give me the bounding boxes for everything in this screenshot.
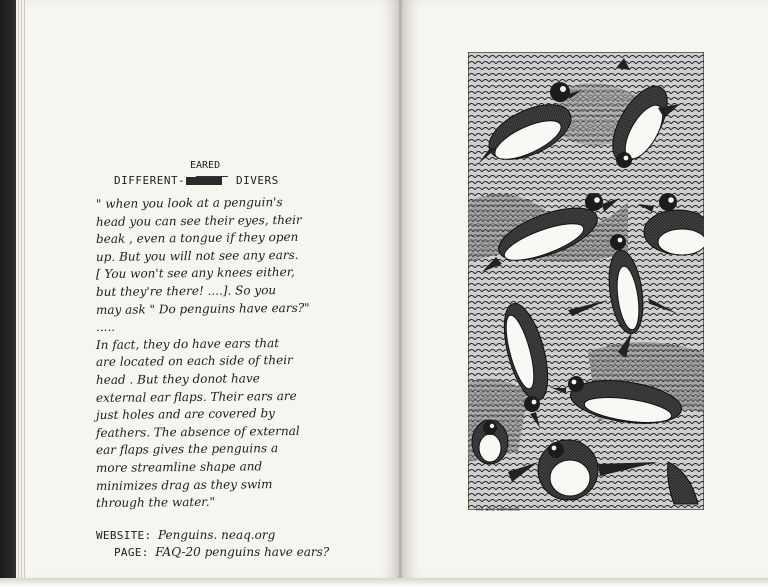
source-info (96, 527, 356, 561)
note-title (96, 160, 356, 196)
scratched-word (186, 177, 222, 185)
note-line: head you can see their eyes, their (95, 212, 302, 229)
note-line: beak , even a tongue if they open (95, 230, 299, 247)
note-body (96, 196, 356, 513)
page-value: FAQ-20 penguins have ears? (155, 544, 330, 559)
note-line: may ask " Do penguins have ears?" (95, 300, 310, 317)
note-line: minimizes drag as they swim (95, 476, 273, 493)
note-line: up. But you will not see any ears. (95, 247, 299, 264)
note-line: In fact, they do have ears that (95, 335, 280, 352)
page-label: PAGE: (114, 545, 149, 559)
insertion-caret (196, 170, 228, 177)
note-line: feathers. The absence of external (95, 423, 300, 440)
note-line: ..... (95, 319, 116, 335)
bottom-shadow (0, 578, 768, 587)
title-prefix: DIFFERENT- (114, 174, 223, 187)
note-line: just holes and are covered by (95, 406, 275, 423)
page-line (96, 544, 356, 561)
page-gutter (399, 0, 402, 580)
page-edges (16, 0, 26, 587)
title-insertion: EARED (190, 160, 221, 171)
note-line: ear flaps gives the penguins a (95, 441, 279, 458)
note-line: are located on each side of their (95, 353, 293, 370)
website-line (96, 527, 356, 544)
artist-signature: ink-and-elements (476, 507, 520, 513)
note-line: through the water." (95, 494, 216, 511)
note-line: more streamline shape and (95, 459, 263, 475)
note-line: [ You won't see any knees either, (95, 265, 296, 282)
note-line: " when you look at a penguin's (95, 195, 283, 211)
title-suffix: DIVERS (236, 174, 279, 187)
penguin-8 (472, 420, 508, 464)
penguin-illustration (468, 52, 704, 510)
website-value: Penguins. neaq.org (158, 527, 276, 542)
note-line: external ear flaps. Their ears are (95, 388, 297, 405)
note-line: but they're there! ....]. So you (95, 283, 277, 299)
note-line: head . But they donot have (95, 371, 260, 387)
website-label: WEBSITE: (96, 528, 152, 542)
handwritten-note (96, 160, 356, 561)
